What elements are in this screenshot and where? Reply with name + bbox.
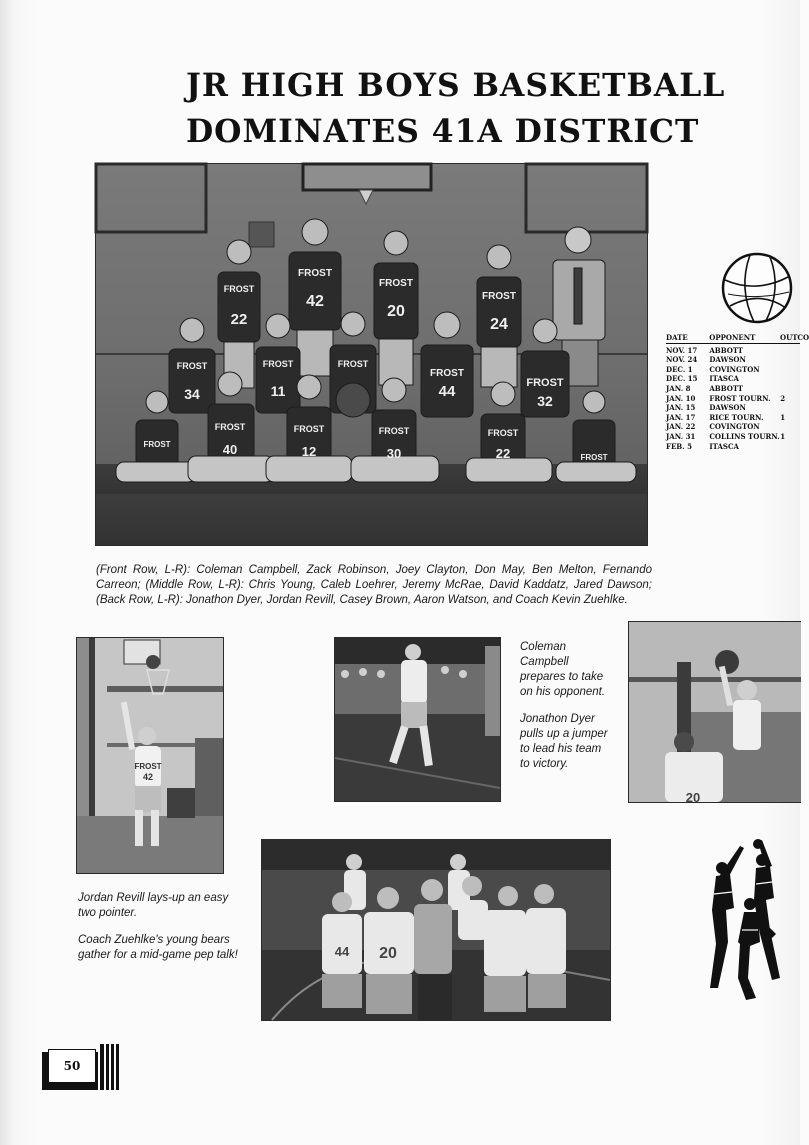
jersey-number: 22 xyxy=(230,311,248,328)
bottom-captions xyxy=(78,891,248,975)
schedule-row xyxy=(666,422,800,432)
schedule-date: JAN. 22 xyxy=(666,422,696,432)
side-captions xyxy=(520,640,612,784)
jersey-number: 40 xyxy=(222,442,238,457)
headline-line-2: DOMINATES 41A DISTRICT xyxy=(186,112,700,150)
schedule-row xyxy=(666,432,800,442)
schedule-opponent: DAWSON xyxy=(709,355,746,365)
basketball-illustration xyxy=(720,250,794,326)
schedule-row xyxy=(666,413,800,423)
schedule-date: DEC. 15 xyxy=(666,374,698,384)
schedule-outcome xyxy=(780,374,800,384)
jersey-number: 20 xyxy=(387,303,405,320)
schedule-date: NOV. 17 xyxy=(666,345,698,355)
schedule-opponent: ABBOTT xyxy=(709,383,744,393)
jersey-number: 30 xyxy=(386,446,402,461)
huddle-photo xyxy=(261,839,611,1021)
schedule-opponent: ABBOTT xyxy=(709,345,744,355)
schedule-opponent: COVINGTON xyxy=(709,364,760,374)
schedule-outcome xyxy=(780,403,800,413)
jersey-number: 20 xyxy=(379,945,397,962)
schedule-row xyxy=(666,403,800,413)
schedule-header xyxy=(666,333,809,344)
svg-text:FROST: FROST xyxy=(293,424,325,434)
jersey-number: 24 xyxy=(490,316,508,333)
schedule-opponent: ITASCA xyxy=(709,441,739,451)
svg-text:FROST: FROST xyxy=(176,361,208,371)
revill-caption: Jordan Revill lays-up an easy two pointer. xyxy=(78,892,229,919)
jersey-number: 44 xyxy=(438,383,456,400)
svg-text:FROST: FROST xyxy=(262,359,294,369)
dyer-caption: Jonathon Dyer pulls up a jumper to lead his team to victory. xyxy=(520,713,608,770)
schedule-row xyxy=(666,394,800,404)
schedule-outcome xyxy=(780,365,800,375)
schedule-opponent: ITASCA xyxy=(709,374,739,384)
svg-text:FROST: FROST xyxy=(337,359,369,369)
svg-text:FROST: FROST xyxy=(526,377,564,389)
schedule-row xyxy=(666,442,800,452)
schedule-outcome: 1 xyxy=(780,431,786,441)
team-photo xyxy=(95,163,648,546)
team-photo-caption: (Front Row, L-R): Coleman Campbell, Zack Robinson, Joey Clayton, Don May, Ben Melton, Fernando Carreon; (Middle Row, L-R): Chris Young, Caleb Loehrer, Jeremy McRae, David Kaddatz, Jared Dawson; (Back Row, L-R): Jonathon Dyer, Jordan Revill, Casey Brown, Aaron Watson, and Coach Kevin Zuehlke. xyxy=(96,564,652,606)
schedule-row xyxy=(666,346,800,356)
schedule-date: JAN. 31 xyxy=(666,431,696,441)
jersey-number: 11 xyxy=(270,383,286,399)
schedule-date: JAN. 10 xyxy=(666,393,696,403)
svg-text:FROST: FROST xyxy=(482,291,516,302)
svg-text:FROST: FROST xyxy=(378,426,410,436)
schedule-outcome xyxy=(780,346,800,356)
dribble-photo xyxy=(334,637,501,802)
schedule-outcome-header: OUTCO xyxy=(780,333,809,342)
svg-text:FROST: FROST xyxy=(134,762,162,771)
schedule-opponent: DAWSON xyxy=(709,403,746,413)
jersey-number: 22 xyxy=(495,446,511,461)
page-number: 50 xyxy=(48,1049,96,1083)
schedule-row xyxy=(666,355,800,365)
schedule-opponent: COLLINS TOURN. xyxy=(709,431,780,441)
jersey-number: 44 xyxy=(334,944,350,959)
campbell-caption: Coleman Campbell prepares to take on his opponent. xyxy=(520,641,606,698)
svg-text:FROST: FROST xyxy=(580,453,608,462)
svg-text:FROST: FROST xyxy=(430,368,464,379)
jumper-photo xyxy=(628,621,801,803)
schedule-opponent: COVINGTON xyxy=(709,422,760,432)
svg-text:FROST: FROST xyxy=(223,284,255,294)
schedule-outcome xyxy=(780,355,800,365)
schedule-date-header: DATE xyxy=(666,333,688,342)
schedule-date: DEC. 1 xyxy=(666,364,693,374)
jersey-number: 42 xyxy=(142,772,154,782)
schedule-date: NOV. 24 xyxy=(666,355,698,365)
game-schedule xyxy=(666,333,809,451)
schedule-date: JAN. 8 xyxy=(666,383,691,393)
svg-text:FROST: FROST xyxy=(379,278,413,289)
schedule-row xyxy=(666,365,800,375)
schedule-row xyxy=(666,384,800,394)
huddle-caption: Coach Zuehlke's young bears gather for a mid-game pep talk! xyxy=(78,934,238,961)
jersey-number: 20 xyxy=(685,790,701,805)
schedule-date: JAN. 15 xyxy=(666,403,696,413)
schedule-opponent: RICE TOURN. xyxy=(709,412,764,422)
schedule-outcome: 2 xyxy=(780,393,786,403)
schedule-date: JAN. 17 xyxy=(666,412,696,422)
jersey-number: 42 xyxy=(306,293,324,310)
schedule-date: FEB. 5 xyxy=(666,441,692,451)
players-silhouette-illustration xyxy=(700,838,790,1006)
svg-text:FROST: FROST xyxy=(143,440,171,449)
svg-text:FROST: FROST xyxy=(298,268,332,279)
svg-text:FROST: FROST xyxy=(487,428,519,438)
schedule-row xyxy=(666,374,800,384)
jersey-number: 34 xyxy=(184,386,200,402)
jersey-number: 12 xyxy=(301,444,317,459)
schedule-outcome xyxy=(780,384,800,394)
schedule-opponent-header: OPPONENT xyxy=(709,333,756,342)
schedule-opponent: FROST TOURN. xyxy=(709,393,771,403)
schedule-outcome xyxy=(780,422,800,432)
schedule-outcome: 1 xyxy=(780,412,786,422)
schedule-outcome xyxy=(780,442,800,452)
jersey-number: 32 xyxy=(537,393,553,409)
headline-line-1: JR HIGH BOYS BASKETBALL xyxy=(186,66,726,104)
layup-photo xyxy=(76,637,224,874)
page-headline xyxy=(186,62,726,154)
svg-text:FROST: FROST xyxy=(214,422,246,432)
